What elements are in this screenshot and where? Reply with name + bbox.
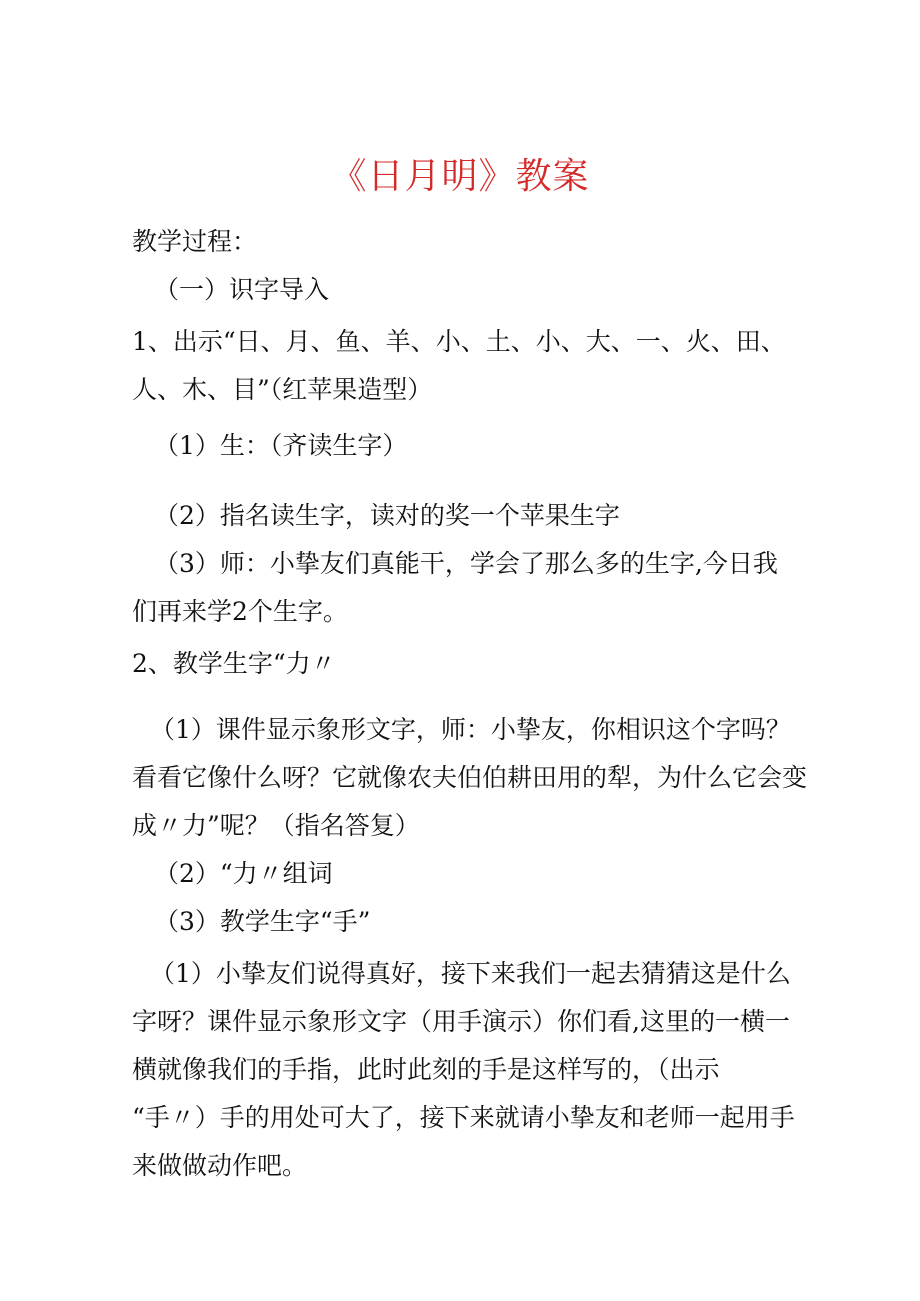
text-line-teaching-process: 教学过程： — [132, 227, 258, 256]
text-line-item-3-sub-1a: （1）小挚友们说得真好，接下来我们一起去猜猜这是什么 — [150, 959, 791, 988]
text-line-sub-2: （2）指名读生字，读对的奖一个苹果生字 — [154, 501, 620, 530]
text-line-item-2-sub-1a: （1）课件显示象形文字，师：小挚友，你相识这个字吗？ — [150, 715, 791, 744]
text-line-sub-3a: （3）师：小挚友们真能干，学会了那么多的生字,今日我 — [154, 549, 778, 578]
text-line-item-1b: 人、木、目”（红苹果造型） — [132, 375, 433, 404]
text-line-item-3-sub-1e: 来做做动作吧。 — [132, 1151, 308, 1180]
text-line-item-3-sub-1d: “手〃）手的用处可大了，接下来就请小挚友和老师一起用手 — [132, 1103, 795, 1132]
text-line-item-3-sub-1c: 横就像我们的手指，此时此刻的手是这样写的，（出示 — [132, 1055, 720, 1084]
text-line-item-2-sub-1b: 看看它像什么呀？它就像农夫伯伯耕田用的犁，为什么它会变 — [132, 763, 808, 792]
text-line-item-2-sub-3: （3）教学生字“手” — [154, 907, 371, 936]
text-line-item-2-sub-1c: 成〃力”呢？（指名答复） — [132, 811, 420, 840]
text-line-sub-3b: 们再来学2个生字。 — [132, 597, 348, 626]
text-line-sub-1: （1）生：（齐读生字） — [154, 431, 408, 460]
text-line-section-1: （一）识字导入 — [154, 275, 330, 304]
text-line-item-2-sub-2: （2）“力〃组词 — [154, 859, 333, 888]
document-title: 《日月明》教案 — [330, 156, 590, 197]
text-line-item-2: 2、教学生字“力〃 — [132, 649, 336, 678]
text-line-item-3-sub-1b: 字呀？课件显示象形文字（用手演示）你们看,这里的一横一 — [132, 1007, 790, 1036]
text-line-item-1a: 1、出示“日、月、鱼、羊、小、土、小、大、一、火、田、 — [132, 327, 786, 356]
